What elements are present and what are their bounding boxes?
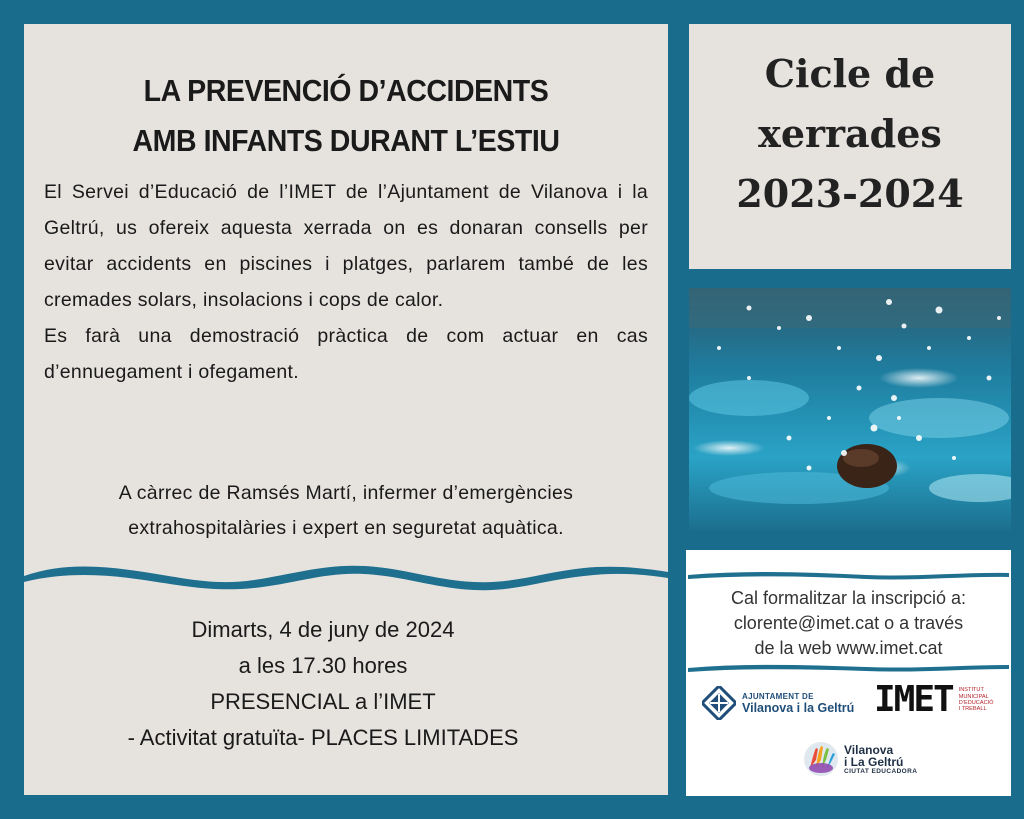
speaker-line-1: A càrrec de Ramsés Martí, infermer d’emergències — [118, 482, 574, 504]
cycle-title — [689, 44, 1011, 224]
event-time: a les 17.30 hores — [238, 653, 408, 678]
ciutat-hand-icon — [802, 740, 840, 778]
logos-area — [686, 674, 1011, 794]
cycle-panel — [689, 24, 1011, 269]
event-note: - Activitat gratuïta- PLACES LIMITADES — [127, 725, 519, 750]
imet-subtitle — [959, 687, 994, 713]
swimmer-photo — [689, 288, 1011, 530]
main-info-panel — [24, 24, 668, 795]
signup-line-3: de la web www.imet.cat — [754, 638, 943, 658]
ciutat-line-2: i La Geltrú — [844, 754, 904, 769]
imet-sub-line-2: MUNICIPAL — [958, 693, 989, 700]
ciutat-educadora-logo — [802, 740, 917, 778]
title-line-2: AMB INFANTS DURANT L’ESTIU — [132, 123, 560, 158]
imet-sub-line-1: INSTITUT — [958, 687, 984, 694]
wave-divider — [24, 556, 668, 596]
imet-wordmark: IMET — [874, 679, 953, 720]
imet-sub-line-3: D’EDUCACIÓ — [958, 700, 994, 706]
event-date: Dimarts, 4 de juny de 2024 — [191, 617, 455, 642]
ciutat-line-3: CIUTAT EDUCADORA — [844, 767, 918, 775]
cycle-line-3: 2023-2024 — [736, 171, 964, 216]
speaker-line-2: extrahospitalàries i expert en seguretat aquàtica. — [128, 517, 564, 539]
swimmer-photo-graphic — [689, 288, 1011, 530]
title-line-1: LA PREVENCIÓ D’ACCIDENTS — [143, 73, 549, 108]
imet-sub-line-4: I TREBALL — [958, 706, 987, 713]
signup-panel — [686, 550, 1011, 796]
signup-wave-bottom — [686, 660, 1011, 674]
signup-text — [686, 586, 1011, 661]
ciutat-line-1: Vilanova — [844, 742, 894, 757]
imet-logo — [874, 680, 994, 720]
description-paragraph-2: Es farà una demostració pràctica de com actuar en cas d’ennuegament i ofegament. — [44, 325, 648, 383]
event-mode: PRESENCIAL a l’IMET — [210, 689, 436, 714]
signup-line-1: Cal formalitzar la inscripció a: — [730, 588, 967, 608]
description-paragraph-1: El Servei d’Educació de l’IMET de l’Ajuntament de Vilanova i la Geltrú, us ofereix aquesta xerrada on es donaran consells per evitar accidents en piscines i platges, parlarem també de les cremades solars, insolacions i cops de calor. — [44, 181, 648, 311]
signup-wave-top — [686, 568, 1011, 582]
cycle-line-2: xerrades — [758, 111, 942, 156]
page-title — [50, 66, 642, 166]
signup-line-2: clorente@imet.cat o a través — [733, 613, 964, 633]
ajuntament-label: AJUNTAMENT DE — [742, 691, 814, 701]
ajuntament-logo — [702, 686, 854, 720]
event-details — [24, 612, 622, 756]
ajuntament-emblem-icon — [702, 686, 736, 720]
cycle-line-1: Cicle de — [764, 51, 936, 96]
description — [44, 174, 648, 390]
ajuntament-name: Vilanova i la Geltrú — [742, 700, 855, 715]
speaker-info — [24, 476, 668, 546]
